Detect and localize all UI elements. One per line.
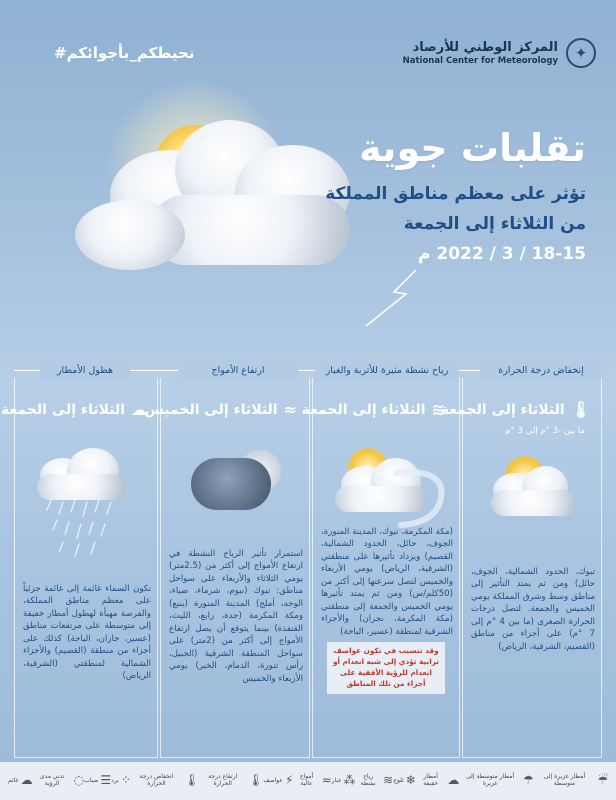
legend-label: رياح نشطة [360,773,376,787]
column-text: (مكة المكرمة، تبوك، المدينة المنورة، الجوف، حائل، الحدود الشمالية، القصيم) ويزداد تأثيرها على منطقتي (الشرقية، الرياض) يومي الأربعاء والخميس لتصل سرعتها إلى أكثر من (50كلم/س) ومن ثم يمتد تأثيرها يومي الخميس والجمعة إلى منطقتي (مكة المكرمة، نجران) والأجزاء الشرقية لمنطقة (عسير، الباحة) [321,527,453,637]
column-text: تكون السماء غائمة إلى غائمة جزئياً على معظم مناطق المملكة، والفرصة مهيأة لهطول أمطار خفيفة إلى متوسطة على مرتفعات مناطق (عسير، جازان، الباحة) كذلك على أجزاء من منطقة (القصيم) والأجزاء الشمالية لمنطقتي (الشرقية، الرياض) [23,584,151,682]
subtitle: تؤثر على معظم مناطق المملكة [325,183,586,204]
date: 18-15 / 3 / 2022 م [417,243,586,264]
column-rain [1,378,158,758]
legend-item [534,774,608,787]
day-range: ≋ الثلاثاء إلى الجمعة [301,400,445,419]
legend-label: ثلوج [393,776,404,784]
column-wind [301,378,460,758]
cloud-rain-medium-icon: ☂ [522,773,534,788]
legend-label: تدني مدى الرؤية [39,773,65,787]
legend-label: برد [111,776,119,784]
legend-item [111,774,131,787]
column-waves [144,378,310,758]
period: من الثلاثاء إلى الجمعة [403,213,586,234]
org-name-en: National Center for Meteorology [402,55,558,66]
snow-icon: ❄ [405,773,416,788]
legend-bar [0,762,616,800]
fog-icon: ☰ [100,773,112,788]
ncm-seal-icon: ✦ [566,38,596,68]
column-heading-wind: رياح نشطة مثيرة للأتربة والغبار [315,358,459,382]
thunder-icon: ⚡ [284,773,294,788]
day-range: ☁ الثلاثاء إلى الجمعة [1,400,147,419]
legend-item [263,774,293,787]
day-range: ≈ الثلاثاء إلى الخميس [144,400,297,419]
org-name-ar: المركز الوطني للأرصاد [412,40,558,56]
legend-item [8,774,33,787]
legend-item [332,774,356,787]
legend-label: أمطار غزيرة إلى متوسطة [543,773,586,787]
title-block [286,128,586,264]
column-heading-waves: ارتفاع الأمواج [178,358,298,382]
legend-label: أمطار خفيفة [423,773,439,787]
temp-down-icon: 🌡 [184,773,200,788]
low-visibility-icon: ◌ [73,773,84,788]
cloudy-icon: ☁ [20,773,33,788]
legend-label: غبار [331,776,342,784]
legend-item [355,774,393,787]
legend-label: غائم [8,776,19,784]
legend-label: عواصف [263,776,283,784]
wind-dust-icon: ≋ [431,400,445,419]
day-range: 🌡 الثلاثاء إلى الجمعة [440,400,591,419]
legend-item [131,774,199,787]
cloud-rain-icon: ☁ [131,400,147,419]
column-temperature [440,378,602,758]
legend-label: أمطار متوسطة إلى غزيرة [466,773,515,787]
lightning-icon [356,268,426,328]
legend-item [84,774,111,787]
column-heading-rain: هطول الأمطار [40,358,130,382]
legend-label: ضباب [84,776,99,784]
hail-icon: ⁘ [120,773,131,788]
legend-item [459,774,533,787]
main-title: تقلبات جوية [359,126,586,170]
dust-storm-warning: وقد تتسبب في تكون عواصف ترابية تؤدي إلى شبه انعدام أو انعدام للرؤية الأفقية على أجزاء من تلك المناطق [327,642,445,694]
waves-icon: ≈ [321,773,332,788]
wind-dust-icon: ≋ [383,773,394,788]
legend-item [199,774,263,787]
column-text: استمرار تأثير الرياح النشطة في ارتفاع الأمواج إلى أكثر من (2.5متر) يومي الثلاثاء والأربعاء على سواحل مناطق: تبوك (نيوم، شرماء، ضباء، الوجه، أملج) المدينة المنورة (ينبع) ومكة المكرمة (جدة، رابغ، الليث، القنفذة) بينما يتوقع أن يصل ارتفاع الأمواج إلى أكثر من (2متر) على سواحل المنطقة الشرقية (الجبيل، رأس تنورة، الدمام، الخبر) يومي الأربعاء والخميس [169,549,303,684]
column-heading-temperature: إنخفاض درجة الحرارة [480,358,602,382]
legend-label: ارتفاع درجة الحرارة [208,773,238,787]
legend-item [393,774,416,787]
waves-icon: ≈ [283,400,297,419]
legend-item [293,774,331,787]
dust-icon: ⁂ [343,773,356,788]
legend-item [416,774,459,787]
thermometer-down-icon: 🌡 [570,400,591,419]
column-text: تبوك، الحدود الشمالية، الجوف، حائل) ومن ثم يمتد التأثير إلى مناطق وسط وشرق المملكة يومي الخميس والجمعة. لتصل درجات الحرارة الصغرى (ما بين 4 °م إلى 7 °م) على أجزاء من مناطق (القصيم، الشرقية، الرياض) [471,567,595,652]
temperature-range-note: ما بين -3 °م إلى 3 °م [505,426,585,436]
org-logo [403,38,596,68]
legend-item [33,774,84,787]
legend-label: انخفاض درجة الحرارة [139,773,174,787]
legend-label: أمواج عالية [299,773,314,787]
hashtag: #نحيطكم_بأجوائكم [54,44,195,62]
temp-up-icon: 🌡 [248,773,264,788]
cloud-rain-heavy-icon: ☔ [597,773,608,788]
cloud-rain-light-icon: ☁ [447,773,460,788]
